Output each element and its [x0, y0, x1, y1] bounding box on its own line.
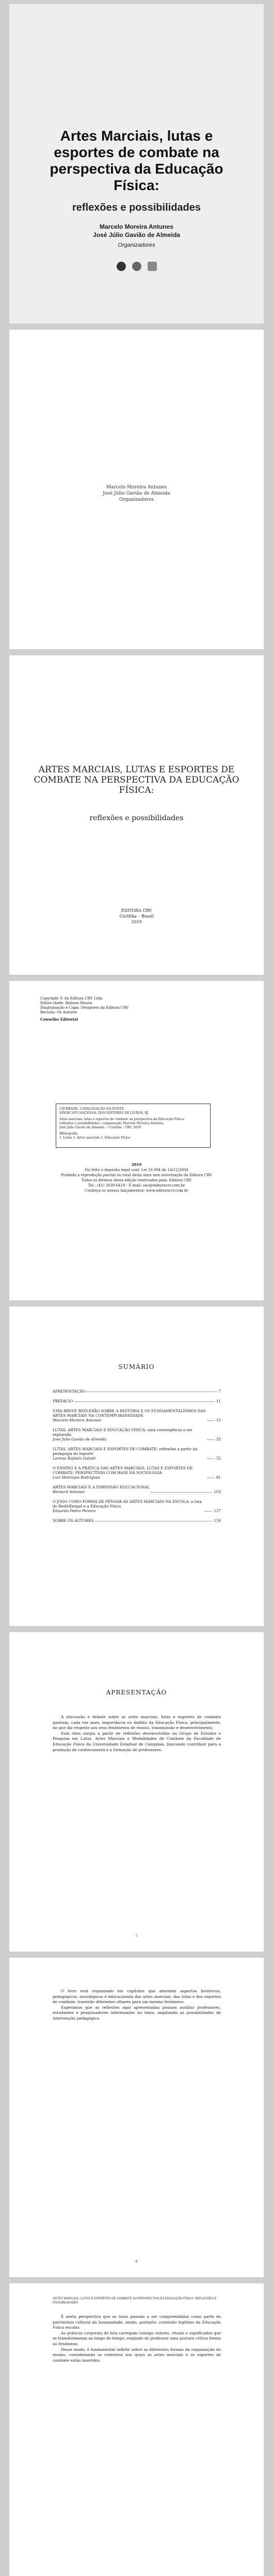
legal-line: Tel.: (41) 3039-6418 - E-mail: sac@editoracrv.com.br — [88, 1183, 185, 1188]
toc-item-author: Eduardo Pedro Pereira — [53, 1509, 96, 1513]
toc-item[interactable] — [53, 1399, 221, 1403]
publisher-name: EDITORA CRV — [121, 908, 152, 913]
cover-authors — [30, 223, 243, 239]
toc-item-title: O JOGO COMO FORMA DE PENSAR AS ARTES MARCIAIS NA ESCOLA: a luta do Budô/Kempô e a Educação Física — [53, 1499, 202, 1509]
toc-leader — [205, 1511, 212, 1512]
book-cover — [9, 4, 264, 324]
legal-block — [9, 1162, 264, 1193]
page-number: 8 — [135, 2260, 138, 2264]
logo-icon — [148, 262, 157, 271]
toc-entry — [53, 1518, 94, 1523]
toc-item[interactable] — [53, 1518, 221, 1523]
toc-entry — [53, 1389, 85, 1394]
toc-heading: SUMÁRIO — [118, 1363, 155, 1370]
toc-item[interactable] — [53, 1409, 221, 1422]
preface-body — [53, 1715, 221, 1753]
publisher-year: 2019 — [131, 920, 142, 924]
preface-body-2 — [53, 1989, 221, 2022]
toc-item-title: UMA BREVE REFLEXÃO SOBRE A HISTÓRIA E OS FUNDAMENTALISMOS DAS ARTES MARCIAIS NA CONTEMPORANEIDADE — [53, 1409, 206, 1418]
toc-item-author: José Júlio Gavião de Almeida — [53, 1437, 107, 1442]
toc-entry — [53, 1447, 206, 1461]
cover-role: Organizadores — [118, 242, 155, 248]
toc-item-title: PREFÁCIO — [53, 1399, 73, 1403]
record-line: Bibliografia — [59, 1132, 78, 1136]
toc-page — [9, 1307, 264, 1626]
publisher-city: Curitiba – Brasil — [119, 914, 154, 919]
toc-item-page: 33 — [216, 1437, 221, 1442]
record-line: SINDICATO NACIONAL DOS EDITORES DE LIVROS, RJ — [59, 1111, 149, 1115]
toc-item[interactable] — [53, 1389, 221, 1394]
legal-line: Conheça os nossos lançamentos: www.editoracrv.com.br — [85, 1189, 188, 1193]
toc-entry — [53, 1399, 73, 1403]
paragraph: Esperamos que as reflexões aqui apresentadas possam auxiliar professores, estudantes e pesquisadores interessados no tema, ampliando as possibilidades de intervenção pedagógica. — [53, 2005, 221, 2021]
cover-author-1: Marcelo Moreira Antunes — [100, 223, 173, 230]
toc-list — [53, 1389, 221, 1528]
title-page-subtitle: reflexões e possibilidades — [89, 814, 184, 822]
half-title-authors — [9, 484, 264, 503]
logo-icon — [117, 262, 126, 271]
catalog-page — [9, 981, 264, 1300]
toc-item-title: SOBRE OS AUTORES — [53, 1518, 94, 1523]
author-name: Marcelo Moreira Antunes — [106, 485, 167, 490]
toc-entry — [53, 1466, 206, 1480]
toc-entry — [53, 1428, 206, 1442]
running-head: ARTES MARCIAIS, LUTAS E ESPORTES DE COMBATE NA PERSPECTIVA DA EDUCAÇÃO FÍSICA: REFLEXÕES E POSSIBILIDADES — [53, 2297, 217, 2304]
copyright-line: Conselho Editorial — [40, 1017, 78, 1022]
chapter-page — [9, 2283, 264, 2576]
toc-item-page: 15 — [216, 1418, 221, 1422]
copyright-block — [40, 996, 233, 1022]
toc-entry — [53, 1409, 206, 1422]
toc-leader — [74, 1401, 215, 1402]
toc-item-author: Marcelo Moreira Antunes — [53, 1418, 101, 1422]
record-line: Artes marciais, lutas e esportes de combate na perspectiva da Educação Física: — [59, 1117, 185, 1121]
author-role: Organizadores — [119, 497, 154, 502]
toc-item-page: 127 — [214, 1509, 221, 1513]
copyright-line: Copyright © da Editora CRV Ltda. — [40, 996, 104, 1001]
toc-item-author: Bernard Antunes — [53, 1489, 85, 1494]
toc-item-page: 81 — [216, 1475, 221, 1480]
toc-item[interactable] — [53, 1447, 221, 1461]
publisher-info — [9, 908, 264, 925]
record-line: José Júlio Gavião de Almeida. – Curitiba : CRV, 2019. — [59, 1126, 142, 1129]
toc-item-title: LUTAS, ARTES MARCIAIS E ESPORTES DE COMBATE: reflexões a partir da pedagogia do esporte — [53, 1447, 198, 1456]
toc-item[interactable] — [53, 1485, 221, 1494]
toc-item-author: Larissa Rafaela Galatti — [53, 1456, 96, 1461]
legal-line: 2019 — [131, 1162, 142, 1167]
toc-item[interactable] — [53, 1428, 221, 1442]
copyright-line: Revisão: Os Autores — [40, 1010, 77, 1014]
toc-item-author: Luiz Henrique Rodrigues — [53, 1475, 100, 1480]
paragraph: Esta obra surgiu a partir de reflexões desenvolvidas no Grupo de Estudos e Pesquisa em Lutas, Artes Marciais e Modalidades de Combate da Faculdade de Educação Física da Universidade Estadual de Campinas, buscando contribuir para a produção de conhecimento e a formação de professores. — [53, 1731, 221, 1752]
paragraph: O livro está organizado em capítulos que abordam aspectos históricos, pedagógicos, sociológicos e educacionais das artes marciais, das lutas e dos esportes de combate, trazendo diferentes olhares para um mesmo fenômeno. — [53, 1989, 221, 2005]
toc-item-title: ARTES MARCIAIS E A DIMENSÃO EDUCACIONAL — [53, 1485, 150, 1489]
toc-entry — [53, 1499, 203, 1513]
cover-subtitle: reflexões e possibilidades — [72, 202, 201, 213]
legal-line: Todos os direitos desta edição reservados pela: Editora CRV — [81, 1178, 192, 1182]
half-title-page — [9, 330, 264, 649]
toc-leader — [207, 1439, 215, 1440]
legal-line: Proibida a reprodução parcial ou total desta obra sem autorização da Editora CRV — [61, 1173, 212, 1177]
copyright-line: Editor-chefe: Railson Moura — [40, 1001, 92, 1005]
toc-item-page: 11 — [216, 1399, 221, 1403]
title-page-title: ARTES MARCIAIS, LUTAS E ESPORTES DE COMBATE NA PERSPECTIVA DA EDUCAÇÃO FÍSICA: — [34, 765, 239, 795]
cover-author-2: José Júlio Gavião de Almeida — [93, 231, 180, 239]
cover-title: Artes Marciais, lutas e esportes de combate na perspectiva da Educação Física: — [50, 128, 223, 193]
toc-entry — [53, 1485, 150, 1494]
paragraph: É nesta perspectiva que as lutas passam a ser compreendidas como parte do patrimônio cultural da humanidade, sendo, portanto, conteúdo legítimo da Educação Física escolar. — [53, 2314, 221, 2330]
toc-leader — [207, 1420, 215, 1421]
cataloging-record — [56, 1104, 211, 1148]
publisher-logos — [9, 262, 264, 271]
page-number: 7 — [135, 1934, 138, 1938]
toc-item[interactable] — [53, 1499, 221, 1513]
author-name: José Júlio Gavião de Almeida — [103, 491, 170, 496]
toc-leader — [151, 1492, 212, 1493]
toc-item-page: 103 — [214, 1489, 221, 1494]
chapter-body — [53, 2314, 221, 2363]
paragraph: A discussão e debate sobre as artes marciais, lutas e esportes de combate ganham, cada vez mais, importância no âmbito da Educação Física, principalmente, no que diz respeito aos seus fenômenos de ensino, transmissão e desenvolvimento. — [53, 1715, 221, 1731]
logo-icon — [132, 262, 141, 271]
record-line: 1. Lutas 2. Artes marciais 3. Educação Física — [59, 1136, 131, 1140]
paragraph: Desse modo, é fundamental refletir sobre as diferentes formas de organização do ensino, considerando os contextos nos quais as artes marciais e os esportes de combate estão inseridos. — [53, 2347, 221, 2363]
legal-line: Foi feito o depósito legal conf. Lei 10.994 de 14/12/2004 — [85, 1168, 188, 1172]
toc-item-title: O ENSINO E A PRÁTICA DAS ARTES MARCIAIS, LUTAS E ESPORTES DE COMBATE: PERSPECTIVAS COM BASE NA SOCIOLOGIA — [53, 1466, 193, 1475]
preface-page — [9, 1632, 264, 1952]
toc-item-page: 7 — [218, 1389, 221, 1394]
toc-item[interactable] — [53, 1466, 221, 1480]
toc-item-title: APRESENTAÇÃO — [53, 1389, 86, 1394]
toc-item-page: 159 — [214, 1518, 221, 1523]
copyright-line: Diagramação e Capa: Designers da Editora CRV — [40, 1006, 129, 1010]
preface-page-2 — [9, 1958, 264, 2277]
record-line: reflexões e possibilidades / organização Marcelo Moreira Antunes, — [59, 1122, 164, 1125]
title-page — [9, 655, 264, 975]
record-line: CIP-BRASIL. CATALOGAÇÃO-NA-FONTE — [59, 1107, 124, 1111]
toc-item-title: LUTAS, ARTES MARCIAIS E EDUCAÇÃO FÍSICA: uma convergência a ser explorada — [53, 1428, 192, 1437]
toc-item-page: 55 — [216, 1456, 221, 1461]
paragraph: As práticas corporais de luta carregam consigo valores, rituais e significados que se transformaram ao longo do tempo, exigindo do professor uma postura crítica frente ao fenômeno. — [53, 2330, 221, 2346]
preface-heading: APRESENTAÇÃO — [106, 1689, 167, 1696]
